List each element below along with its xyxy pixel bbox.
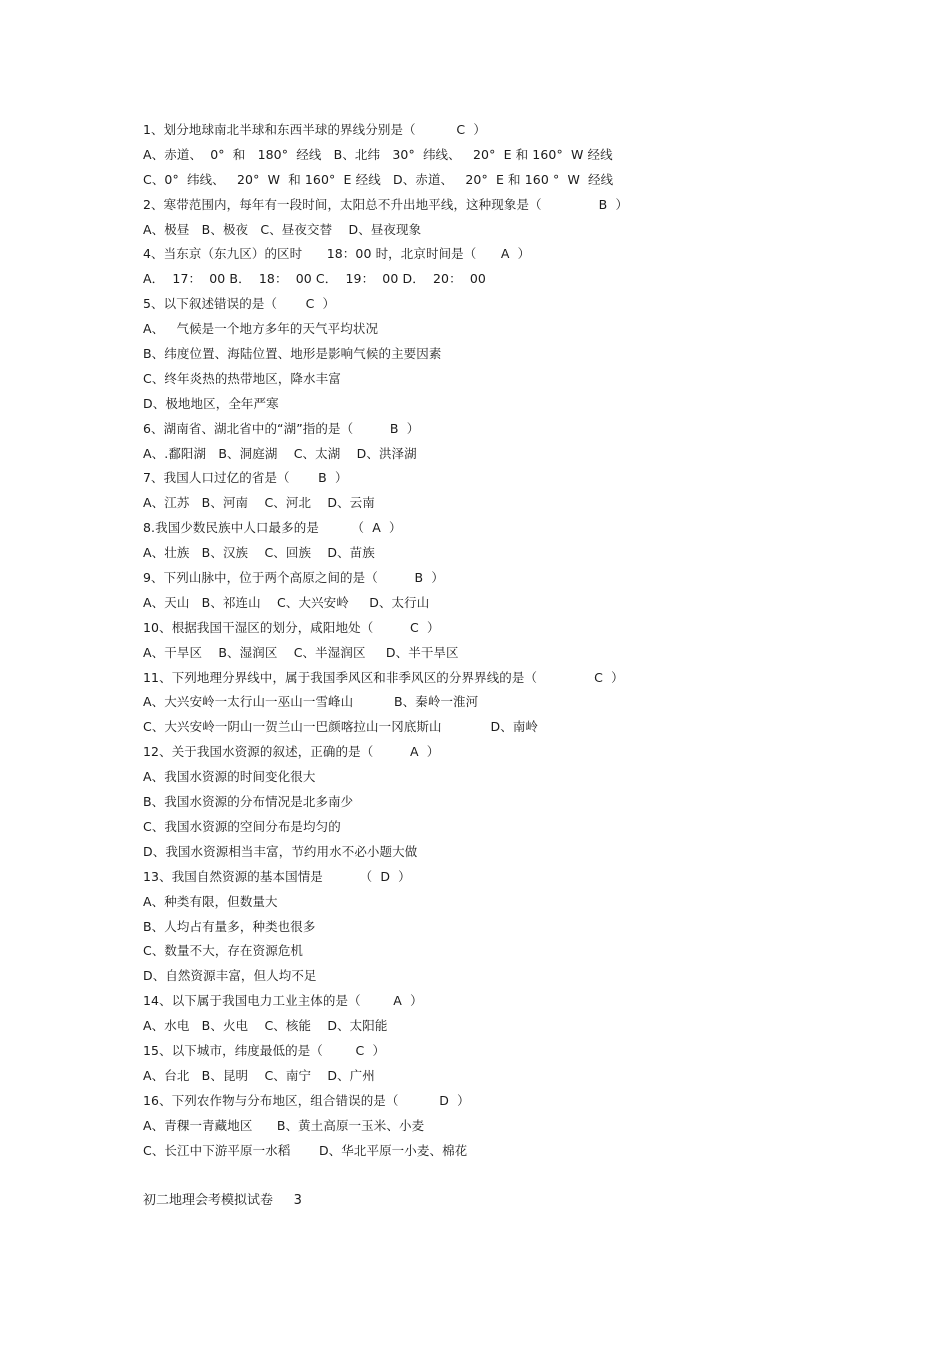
text-line: A、干旱区 B、湿润区 C、半湿润区 D、半干旱区 <box>143 644 459 660</box>
text-line: C、长江中下游平原一水稻 D、华北平原一小麦、棉花 <box>143 1142 468 1158</box>
text-line: D、我国水资源相当丰富，节约用水不必小题大做 <box>143 843 418 859</box>
text-line: A、种类有限，但数量大 <box>143 893 278 909</box>
text-line: A． 17： 00 B． 18： 00 C． 19： 00 D． 20： 00 <box>143 271 486 287</box>
text-line: A、台北 B、昆明 C、南宁 D、广州 <box>143 1067 375 1083</box>
text-line: A、天山 B、祁连山 C、大兴安岭 D、太行山 <box>143 594 430 610</box>
text-line: D、极地地区，全年严寒 <box>143 395 279 411</box>
text-line: C、大兴安岭一阴山一贺兰山一巴颜喀拉山一冈底斯山 D、南岭 <box>143 719 539 735</box>
text-line: 16、下列农作物与分布地区，组合错误的是（ D ） <box>143 1092 470 1108</box>
text-line: 8.我国少数民族中人口最多的是 （ A ） <box>143 520 402 536</box>
text-line: C、我国水资源的空间分布是均匀的 <box>143 818 341 834</box>
text-line: A、赤道、 0° 和 180° 经线 B、北纬 30° 纬线、 20° E 和 160° W 经线 <box>143 146 613 162</box>
text-line: 4、当东京（东九区）的区时 18：00 时，北京时间是（ A ） <box>143 246 531 262</box>
text-line: 12、关于我国水资源的叙述，正确的是（ A ） <box>143 744 440 760</box>
text-line: B、纬度位置、海陆位置、地形是影响气候的主要因素 <box>143 346 442 362</box>
text-line: A、.鄱阳湖 B、洞庭湖 C、太湖 D、洪泽湖 <box>143 445 417 461</box>
text-line: 1、划分地球南北半球和东西半球的界线分别是（ C ） <box>143 122 486 137</box>
text-line: 7、我国人口过亿的省是（ B ） <box>143 470 348 486</box>
text-line: A、水电 B、火电 C、核能 D、太阳能 <box>143 1018 388 1034</box>
text-line: 15、以下城市，纬度最低的是（ C ） <box>143 1042 386 1058</box>
text-line: A、壮族 B、汉族 C、回族 D、苗族 <box>143 545 375 561</box>
text-line: C、终年炎热的热带地区，降水丰富 <box>143 370 341 386</box>
text-line: B、人均占有量多，种类也很多 <box>143 918 316 934</box>
text-line: 10、根据我国干湿区的划分，咸阳地处（ C ） <box>143 619 440 635</box>
page-footer: 初二地理会考模拟试卷 3 <box>143 1193 302 1208</box>
text-line: D、自然资源丰富，但人均不足 <box>143 968 317 984</box>
text-line: 11、下列地理分界线中，属于我国季风区和非季风区的分界界线的是（ C ） <box>143 669 624 685</box>
text-line: 9、下列山脉中，位于两个高原之间的是（ B ） <box>143 570 444 586</box>
text-line: 2、寒带范围内，每年有一段时间，太阳总不升出地平线，这种现象是（ B ） <box>143 196 629 212</box>
text-line: A、青稞一青藏地区 B、黄土高原一玉米、小麦 <box>143 1117 425 1133</box>
text-line: A、大兴安岭一太行山一巫山一雪峰山 B、秦岭一淮河 <box>143 694 479 710</box>
text-line: A、我国水资源的时间变化很大 <box>143 769 316 785</box>
text-line: 6、湖南省、湖北省中的“湖”指的是（ B ） <box>143 420 420 436</box>
text-line: 5、以下叙述错误的是（ C ） <box>143 296 336 312</box>
text-line: B、我国水资源的分布情况是北多南少 <box>143 794 354 810</box>
text-line: 14、以下属于我国电力工业主体的是（ A ） <box>143 993 423 1009</box>
text-line: C、0° 纬线、 20° W 和 160° E 经线 D、赤道、 20° E 和 160 ° W 经线 <box>143 171 614 187</box>
text-line: C、数量不大，存在资源危机 <box>143 943 304 959</box>
text-line: 13、我国自然资源的基本国情是 （ D ） <box>143 868 411 884</box>
text-line: A、江苏 B、河南 C、河北 D、云南 <box>143 495 375 511</box>
text-line: A、 气候是一个地方多年的天气平均状况 <box>143 321 379 337</box>
question-list <box>143 118 863 1163</box>
text-line: A、极昼 B、极夜 C、昼夜交替 D、昼夜现象 <box>143 221 422 237</box>
